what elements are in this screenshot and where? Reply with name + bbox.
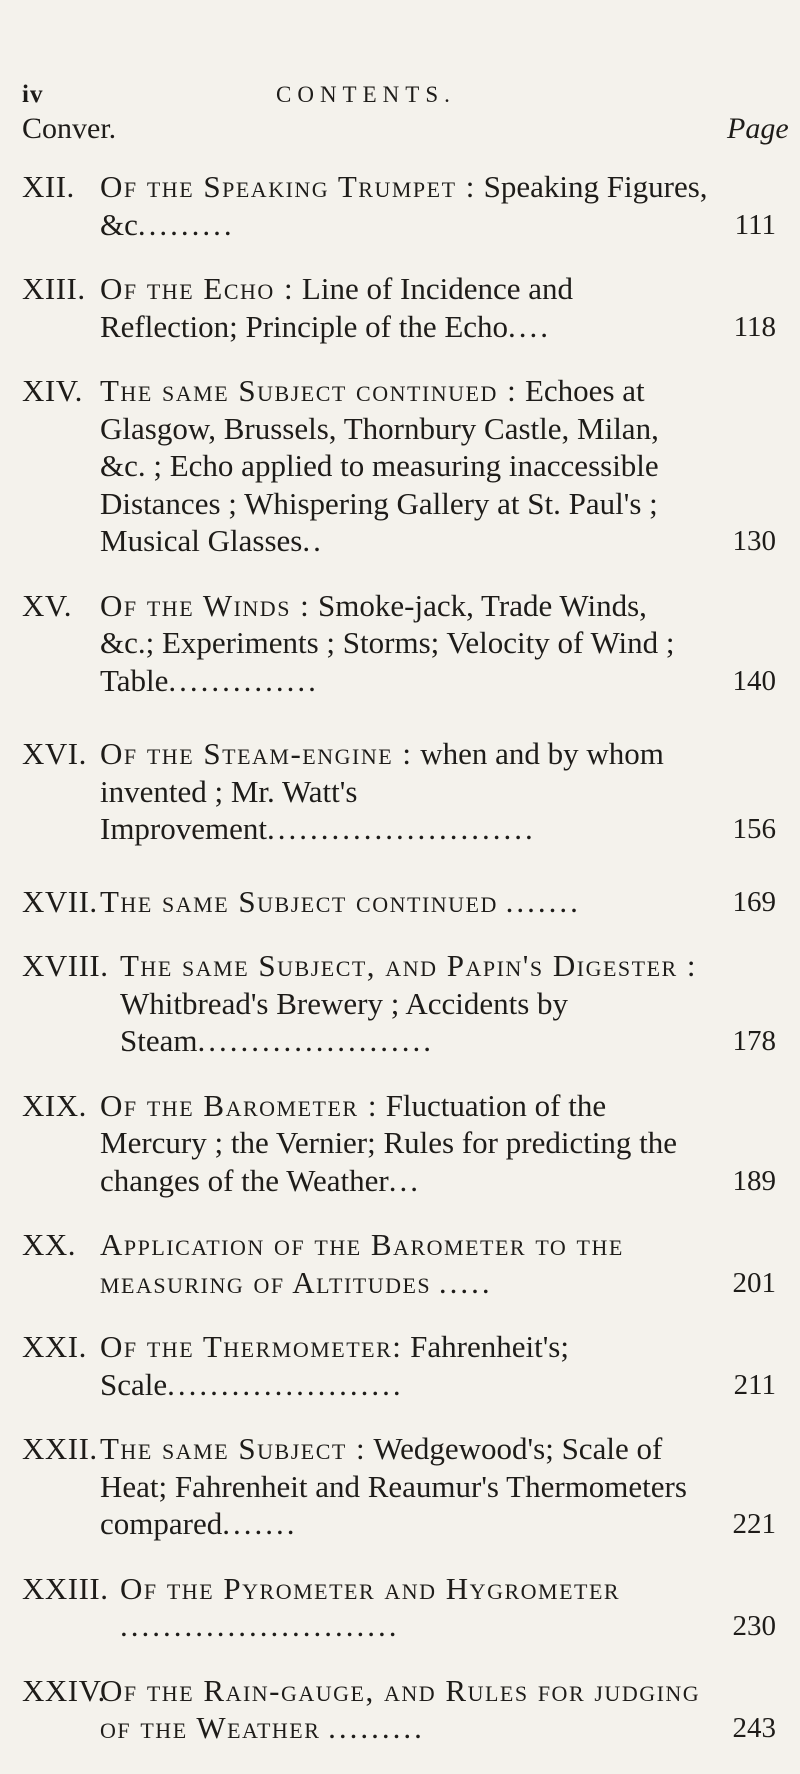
- entry-numeral: XXIII.: [22, 1570, 109, 1606]
- entry-text: [120, 947, 800, 1060]
- entry-numeral: XXI.: [22, 1329, 87, 1364]
- dot-leaders: ..: [302, 523, 324, 558]
- page-number: iv: [22, 81, 44, 108]
- entry-description: Whitbread's Brewery ; Accidents by Steam: [120, 985, 569, 1058]
- entry-page-number: 201: [732, 1266, 776, 1299]
- entry-page-number: 211: [733, 1368, 776, 1401]
- entry-numeral: XV.: [22, 587, 73, 623]
- dot-leaders: .......: [222, 1506, 298, 1541]
- entry-description: Fahrenheit's; Scale: [100, 1329, 569, 1402]
- entry-description: Line of Incidence and Reflection; Principle of the Echo: [100, 271, 574, 344]
- entry-page-number: 156: [732, 813, 776, 846]
- contents-entry: [0, 1087, 800, 1200]
- dot-leaders: .........: [328, 1710, 425, 1745]
- entry-description: Wedgewood's; Scale of Heat; Fahrenheit and Reaumur's Thermometers compared: [100, 1431, 687, 1541]
- entry-text: [100, 883, 800, 921]
- entry-text: [100, 168, 800, 243]
- contents-entry: [0, 1570, 800, 1645]
- dot-leaders: ..........................: [120, 1608, 400, 1643]
- contents-list: [0, 168, 800, 1774]
- entry-text: [100, 1226, 800, 1301]
- entry-page-number: 130: [732, 525, 776, 558]
- dot-leaders: ......................: [197, 1023, 434, 1058]
- contents-entry: [0, 270, 800, 345]
- entry-text: [100, 1672, 800, 1747]
- dot-leaders: ..............: [168, 662, 319, 698]
- entry-numeral: XVIII.: [22, 948, 109, 983]
- entry-numeral: XXIV.: [22, 1672, 106, 1708]
- entry-numeral: XIX.: [22, 1087, 87, 1123]
- entry-description: Echoes at Glasgow, Brussels, Thornbury Castle, Milan, &c. ; Echo applied to measuring inaccessible Distances ; Whispering Gallery at St. Paul's ; Musical Glasses: [100, 373, 659, 558]
- entry-numeral: XX.: [22, 1227, 77, 1262]
- entry-page-number: 243: [732, 1712, 776, 1745]
- entry-numeral: XVII.: [22, 883, 98, 919]
- contents-entry: [0, 1328, 800, 1403]
- entry-text: [100, 587, 800, 700]
- entry-numeral: XXII.: [22, 1431, 98, 1466]
- entry-description: when and by whom invented ; Mr. Watt's Improvement: [100, 736, 664, 846]
- entry-page-number: 178: [732, 1025, 776, 1058]
- entry-title: Of the Thermometer:: [100, 1329, 403, 1364]
- running-title: CONTENTS.: [276, 82, 456, 107]
- entry-page-number: 221: [732, 1508, 776, 1541]
- entry-title: The same Subject continued :: [100, 373, 518, 408]
- contents-entry: [0, 168, 800, 243]
- entry-text: [100, 372, 800, 560]
- entry-text: [120, 1570, 800, 1645]
- dot-leaders: ...: [388, 1162, 421, 1198]
- dot-leaders: .......: [505, 883, 581, 919]
- entry-title: Application of the Barometer to the measuring of Altitudes: [100, 1227, 624, 1300]
- contents-entry: [0, 587, 800, 700]
- entry-numeral: XII.: [22, 169, 75, 204]
- entry-page-number: 118: [733, 310, 776, 343]
- contents-entry: [0, 947, 800, 1060]
- dot-leaders: ......................: [167, 1366, 404, 1402]
- entry-numeral: XIV.: [22, 373, 83, 408]
- entry-description: Speaking Figures, &c: [100, 169, 708, 242]
- contents-entry: [0, 883, 800, 921]
- entry-title: Of the Echo :: [100, 271, 295, 306]
- entry-title: Of the Pyrometer and Hygrometer: [120, 1570, 621, 1606]
- entry-text: [100, 270, 800, 345]
- entry-page-number: 140: [732, 664, 776, 697]
- entry-title: The same Subject :: [100, 1431, 367, 1466]
- entry-title: The same Subject continued: [100, 883, 498, 919]
- entry-page-number: 230: [732, 1610, 776, 1643]
- contents-entry: [0, 1226, 800, 1301]
- entry-page-number: 189: [732, 1164, 776, 1197]
- entry-title: Of the Speaking Trumpet :: [100, 169, 476, 204]
- contents-entry: [0, 1672, 800, 1747]
- page-column-heading: Page: [727, 112, 789, 145]
- entry-numeral: XVI.: [22, 736, 87, 771]
- contents-entry: [0, 1430, 800, 1543]
- entry-page-number: 111: [734, 208, 776, 241]
- dot-leaders: .........: [137, 206, 235, 242]
- dot-leaders: ....: [508, 308, 552, 344]
- entry-text: [100, 1087, 800, 1200]
- entry-title: Of the Rain-gauge, and Rules for judging of the Weather: [100, 1672, 701, 1745]
- entry-title: The same Subject, and Papin's Digester :: [120, 948, 698, 983]
- entry-title: Of the Winds :: [100, 587, 311, 623]
- entry-description: Smoke-jack, Trade Winds, &c.; Experiments ; Storms; Velocity of Wind ; Table: [100, 587, 675, 698]
- entry-title: Of the Barometer :: [100, 1087, 378, 1123]
- page-header: [0, 6, 800, 108]
- entry-text: [100, 1328, 800, 1403]
- entry-description: Fluctuation of the Mercury ; the Vernier; Rules for predicting the changes of the Weather: [100, 1087, 678, 1198]
- conversation-column-heading: Conver.: [22, 112, 117, 145]
- contents-entry: [0, 735, 800, 848]
- entry-text: [100, 1430, 800, 1543]
- dot-leaders: .....: [438, 1264, 493, 1300]
- entry-numeral: XIII.: [22, 271, 86, 306]
- dot-leaders: .........................: [267, 811, 536, 846]
- entry-title: Of the Steam-engine :: [100, 736, 413, 771]
- contents-entry: [0, 372, 800, 560]
- entry-page-number: 169: [732, 885, 776, 918]
- entry-text: [100, 735, 800, 848]
